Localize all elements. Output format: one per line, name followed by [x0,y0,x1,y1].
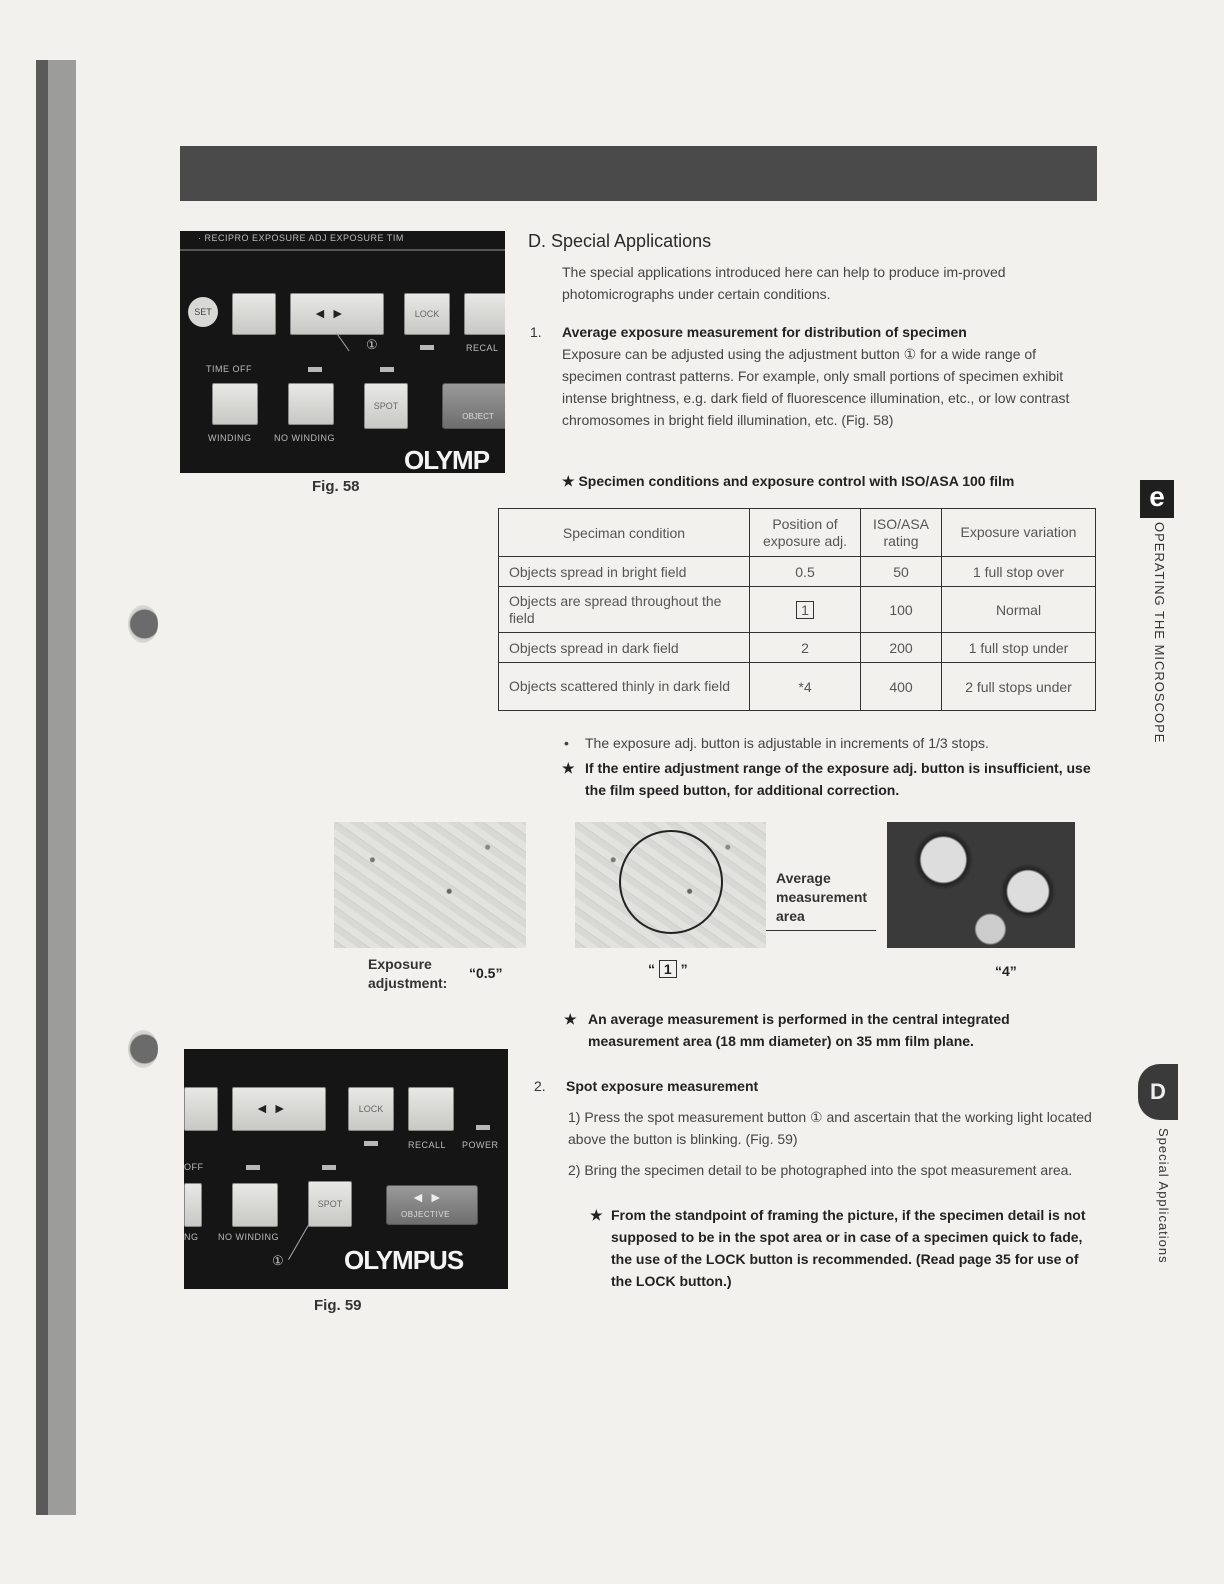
callout-marker: ① [366,337,379,352]
punch-hole-top [128,605,158,643]
table-row [499,663,1096,711]
value-label-4: “4” [995,963,1017,979]
value-label-1 [648,958,688,980]
section-title [528,231,711,252]
exposure-adj-button[interactable] [290,293,384,335]
exposure-adjustment-label: Exposure adjustment: [368,956,448,991]
objective-button[interactable]: OBJECT [442,383,505,429]
table-header-cell: Position of exposure adj. [750,509,861,557]
spot-button[interactable]: SPOT [364,383,408,429]
section-heading: D. Special Applications [528,231,712,251]
no-winding-label: NO WINDING [274,433,335,443]
table-cell: 2 [750,633,861,663]
fig59-caption: Fig. 59 [314,1297,362,1314]
set-button[interactable]: SET [188,297,218,327]
header-bar [180,146,1097,201]
table-cell: 1 full stop over [942,557,1096,587]
winding-label: WINDING [208,433,252,443]
table-header-cell: Exposure variation [942,509,1096,557]
callout-line [336,333,349,352]
measurement-circle [619,830,723,934]
binding-edge-inner [48,60,76,1515]
item1-title: Average exposure measurement for distribution of specimen [562,324,967,340]
button-left-cut[interactable] [184,1087,218,1131]
table-cell [750,587,861,633]
star-icon: ★ [590,1207,603,1223]
section-tab-d: D [1138,1064,1178,1120]
table-cell: *4 [750,663,861,711]
average-measurement-area-label: Average measurement area [776,870,868,924]
winding-button-cut[interactable] [184,1183,202,1227]
micrograph-bright-field [334,822,526,948]
no-winding-button[interactable] [288,383,334,425]
arrow-left-right-icon: ◄ ► [255,1100,287,1116]
recall-label: RECAL [466,343,499,353]
item2-step2: 2) Bring the specimen detail to be photographed into the spot measurement area. [568,1162,1073,1178]
value-label-05: “0.5” [469,965,503,981]
button-1[interactable] [232,293,276,335]
lock-button[interactable]: LOCK [404,293,450,335]
item2-step1: 1) Press the spot measurement button ① and ascertain that the working light located above the button is blinking. (Fig. 59) [568,1109,1092,1147]
exposure-adj-button[interactable] [232,1087,326,1131]
item1-body: Exposure can be adjusted using the adjustment button ① for a wide range of specimen contrast patterns. For example, only small portions of specimen exhibit intense brightness, e.g. dark field of fluorescence illumination, etc., or low contrast chromosomes in bright field illumination, etc. (Fig. 58) [562,346,1070,428]
chapter-tab-e: e [1140,480,1174,518]
olympus-logo: OLYMPUS [344,1245,464,1275]
average-measurement-note: An average measurement is performed in the central integrated measurement area (18 mm diameter) on 35 mm film plane. [588,1011,1010,1049]
table-cell: 100 [861,587,942,633]
bullet-dot: • [564,735,569,751]
specimen-conditions-table [498,508,1096,711]
table-cell: 400 [861,663,942,711]
winding-button[interactable] [212,383,258,425]
callout-marker: ① [272,1253,285,1268]
power-label: POWER [462,1140,499,1150]
table-header-row [499,509,1096,557]
panel-top-labels: · RECIPRO EXPOSURE ADJ EXPOSURE TIM [198,233,404,243]
winding-label-fragment: NG [184,1232,199,1242]
button-right-cut[interactable] [464,293,505,335]
led-2 [322,1165,336,1170]
star-icon: ★ [564,1011,577,1027]
table-cell: Objects spread in dark field [499,633,750,663]
table-cell: 1 full stop under [942,633,1096,663]
objective-button[interactable] [386,1185,478,1225]
lock-led [420,345,434,350]
table-cell: Objects spread in bright field [499,557,750,587]
micrograph-dark-field [887,822,1075,948]
table-cell: 200 [861,633,942,663]
objective-label: OBJECTIVE [401,1210,450,1219]
chapter-label: OPERATING THE MICROSCOPE [1152,522,1167,744]
no-winding-button[interactable] [232,1183,278,1227]
table-row [499,633,1096,663]
micrograph-normal [575,822,766,948]
power-led [476,1125,490,1130]
table-header-cell: Speciman condition [499,509,750,557]
boxed-value: 1 [796,601,814,619]
lock-button[interactable]: LOCK [348,1087,394,1131]
led-1 [308,367,322,372]
fig59-control-panel-photo [184,1049,508,1289]
measurement-leader-line [766,930,876,931]
panel-divider [180,249,505,251]
led-1 [246,1165,260,1170]
quote-open: “ [648,961,655,977]
recall-button[interactable] [408,1087,454,1131]
arrow-left-right-icon: ◄ ► [411,1189,443,1205]
table-heading: ★ Specimen conditions and exposure control with ISO/ASA 100 film [562,473,1015,489]
item2-number: 2. [534,1078,546,1094]
arrow-left-right-icon: ◄ ► [313,305,345,321]
item2-title: Spot exposure measurement [566,1078,759,1094]
table-cell: Objects scattered thinly in dark field [499,663,750,711]
boxed-value-1: 1 [659,960,677,978]
table-row [499,557,1096,587]
table-header-cell: ISO/ASA rating [861,509,942,557]
star-icon: ★ [562,760,575,776]
lock-recommendation-note: From the standpoint of framing the picture, if the specimen detail is not supposed to be in the spot area or in case of a specimen quick to fade, the use of the LOCK button is recommended. (Read page 35 for use of the LOCK button.) [611,1207,1086,1289]
table-cell: 0.5 [750,557,861,587]
table-cell: Normal [942,587,1096,633]
section-label: Special Applications [1156,1128,1171,1264]
olympus-logo: OLYMP [404,445,490,473]
callout-line [288,1225,309,1260]
no-winding-label: NO WINDING [218,1232,279,1242]
quote-close: ” [680,961,688,977]
section-intro: The special applications introduced here can help to produce im-proved photomicrographs under certain conditions. [562,264,1006,302]
fig58-control-panel-photo [180,231,505,473]
lock-led [364,1141,378,1146]
led-2 [380,367,394,372]
time-off-label: TIME OFF [206,364,252,374]
fig58-caption: Fig. 58 [312,478,360,495]
off-label-fragment: OFF [184,1162,204,1172]
table-cell: 50 [861,557,942,587]
spot-button[interactable]: SPOT [308,1181,352,1227]
note-film-speed: If the entire adjustment range of the exposure adj. button is insufficient, use the film speed button, for additional correction. [585,760,1091,798]
table-row [499,587,1096,633]
punch-hole-bottom [128,1030,158,1068]
recall-label: RECALL [408,1140,447,1150]
table-cell: Objects are spread throughout the field [499,587,750,633]
item1-number: 1. [530,324,542,340]
table-cell: 2 full stops under [942,663,1096,711]
note-increments: The exposure adj. button is adjustable in increments of 1/3 stops. [585,735,989,751]
